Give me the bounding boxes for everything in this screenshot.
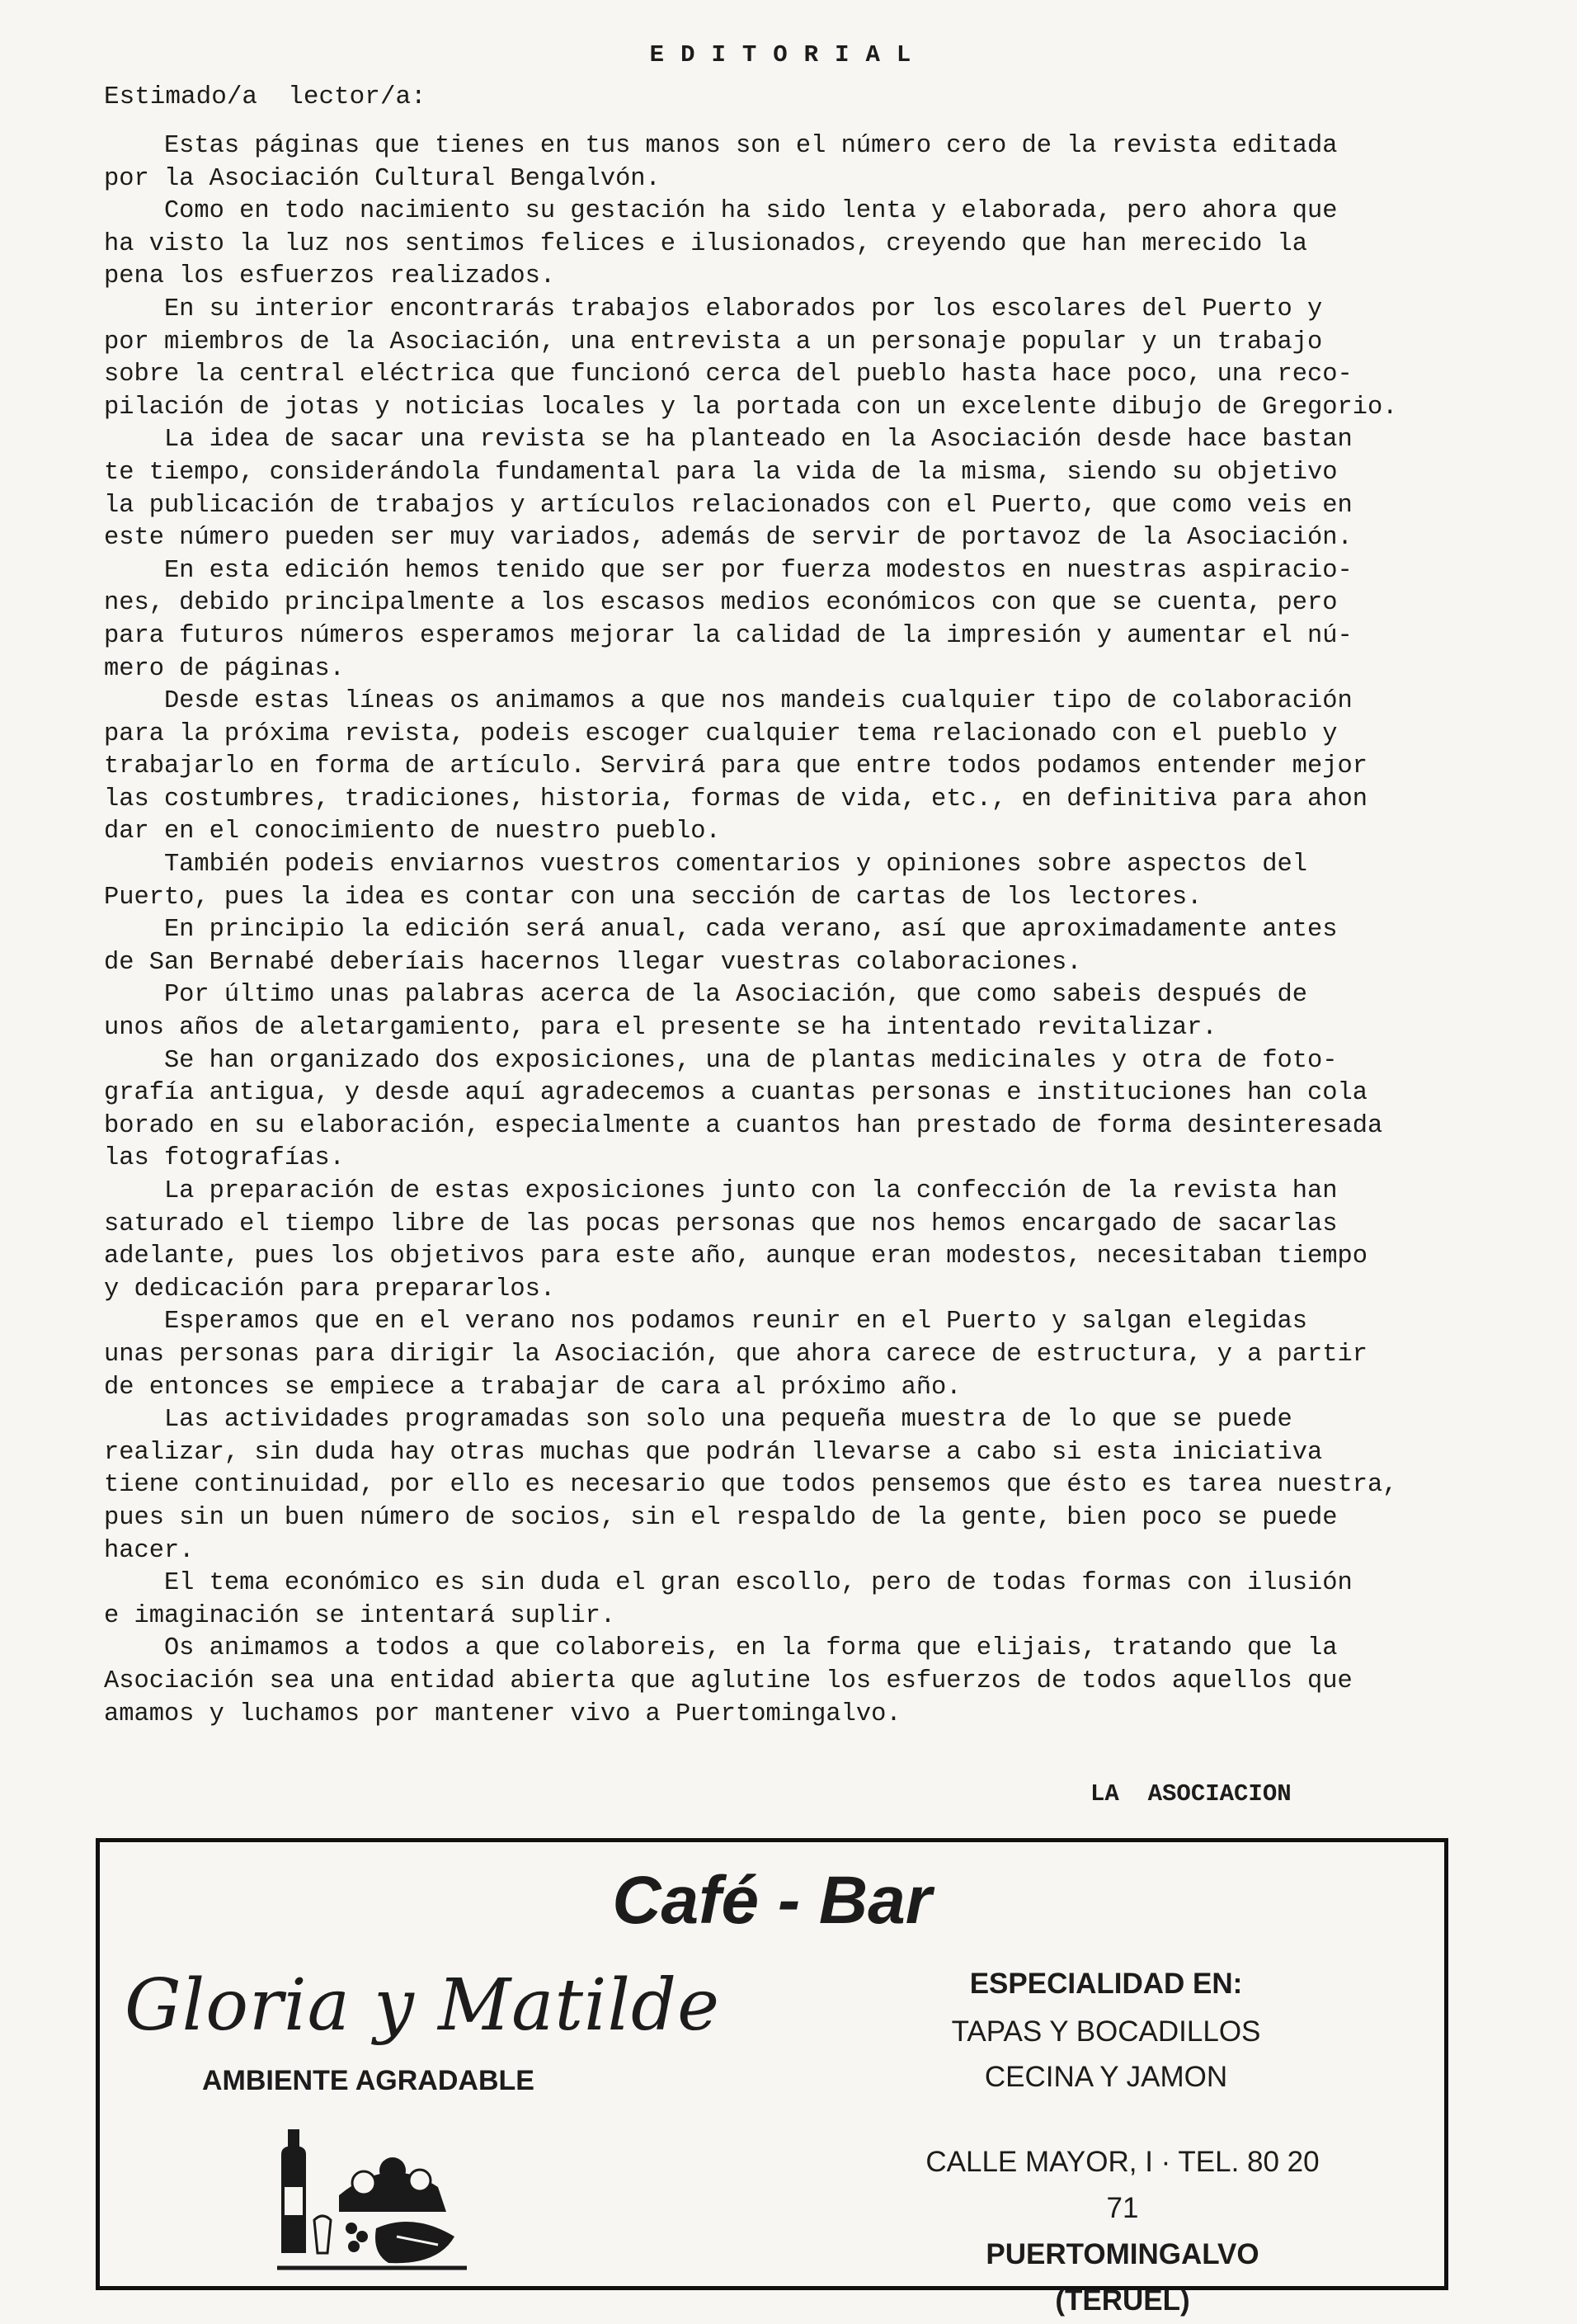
editorial-line: Desde estas líneas os animamos a que nos mandeis cualquier tipo de colaboración (104, 687, 1353, 716)
editorial-line: pues sin un buen número de socios, sin el respaldo de la gente, bien poco se puede (104, 1503, 1338, 1532)
ad-specialty-title: ESPECIALIDAD EN: (969, 1968, 1243, 2000)
editorial-body (104, 130, 1397, 1731)
editorial-title: EDITORIAL (649, 41, 928, 68)
ad-street: CALLE MAYOR, I · TEL. 80 20 71 (925, 2146, 1320, 2224)
editorial-line: En esta edición hemos tenido que ser por fuerza modestos en nuestras aspiracio- (104, 556, 1353, 585)
editorial-line: ha visto la luz nos sentimos felices e ilusionados, creyendo que han merecido la (104, 229, 1307, 258)
signature: LA ASOCIACION (1090, 1780, 1292, 1808)
ad-town: PUERTOMINGALVO (TERUEL) (986, 2238, 1259, 2317)
editorial-line: sobre la central eléctrica que funcionó cerca del pueblo hasta hace poco, una reco- (104, 361, 1353, 389)
ad-specialty-item: CECINA Y JAMON (984, 2061, 1228, 2093)
editorial-line: Asociación sea una entidad abierta que aglutine los esfuerzos de todos aquellos que (104, 1666, 1353, 1695)
editorial-line: e imaginación se intentará suplir. (104, 1601, 616, 1630)
editorial-line: por miembros de la Asociación, una entrevista a un personaje popular y un trabajo (104, 328, 1323, 356)
editorial-line: La idea de sacar una revista se ha planteado en la Asociación desde hace bastan (104, 426, 1353, 455)
ad-tagline: AMBIENTE AGRADABLE (202, 2065, 534, 2096)
ad-title: Café - Bar (612, 1863, 932, 1938)
editorial-line: mero de páginas. (104, 654, 345, 683)
editorial-line: Esperamos que en el verano nos podamos reunir en el Puerto y salgan elegidas (104, 1308, 1307, 1336)
editorial-line: por la Asociación Cultural Bengalvón. (104, 164, 661, 193)
editorial-line: y dedicación para prepararlos. (104, 1275, 556, 1303)
editorial-line: las costumbres, tradiciones, historia, formas de vida, etc., en definitiva para ahon (104, 785, 1368, 813)
editorial-line: realizar, sin duda hay otras muchas que podrán llevarse a cabo si esta iniciativa (104, 1438, 1323, 1467)
editorial-line: amamos y luchamos por mantener vivo a Puertomingalvo. (104, 1699, 901, 1728)
editorial-line: este número pueden ser muy variados, además de servir de portavoz de la Asociación. (104, 524, 1353, 553)
editorial-line: En su interior encontrarás trabajos elaborados por los escolares del Puerto y (104, 295, 1323, 323)
ad-specialties (925, 1968, 1287, 2100)
wine-bottle-fruit-basket-icon (273, 2121, 471, 2278)
editorial-line: pilación de jotas y noticias locales y la portada con un excelente dibujo de Gregorio. (104, 393, 1398, 422)
editorial-line: unos años de aletargamiento, para el presente se ha intentado revitalizar. (104, 1014, 1217, 1043)
editorial-line: Puerto, pues la idea es contar con una sección de cartas de los lectores. (104, 883, 1203, 912)
editorial-line: Os animamos a todos a que colaboreis, en la forma que elijais, tratando que la (104, 1634, 1338, 1663)
editorial-line: En principio la edición será anual, cada verano, así que aproximadamente antes (104, 916, 1338, 945)
ad-specialty-item: TAPAS Y BOCADILLOS (951, 2015, 1261, 2048)
ad-address (916, 2139, 1329, 2324)
editorial-line: También podeis enviarnos vuestros comentarios y opiniones sobre aspectos del (104, 851, 1307, 879)
editorial-line: pena los esfuerzos realizados. (104, 262, 556, 291)
editorial-line: adelante, pues los objetivos para este año, aunque eran modestos, necesitaban tiempo (104, 1242, 1368, 1271)
editorial-line: dar en el conocimiento de nuestro pueblo. (104, 818, 721, 846)
editorial-line: para futuros números esperamos mejorar la calidad de la impresión y aumentar el nú- (104, 621, 1353, 650)
editorial-line: te tiempo, considerándola fundamental para la vida de la misma, siendo su objetivo (104, 458, 1338, 487)
editorial-line: la publicación de trabajos y artículos relacionados con el Puerto, que como veis en (104, 491, 1353, 520)
ad-business-name: Gloria y Matilde (125, 1964, 720, 2047)
editorial-line: El tema económico es sin duda el gran escollo, pero de todas formas con ilusión (104, 1569, 1353, 1598)
editorial-line: hacer. (104, 1536, 195, 1565)
editorial-line: unas personas para dirigir la Asociación, que ahora carece de estructura, y a partir (104, 1340, 1368, 1369)
editorial-line: tiene continuidad, por ello es necesario que todos pensemos que ésto es tarea nuestra, (104, 1471, 1398, 1500)
editorial-line: Estas páginas que tienes en tus manos son el número cero de la revista editada (104, 132, 1338, 160)
cafe-bar-advertisement (96, 1838, 1448, 2317)
editorial-line: Por último unas palabras acerca de la Asociación, que como sabeis después de (104, 981, 1307, 1010)
editorial-line: grafía antigua, y desde aquí agradecemos a cuantas personas e instituciones han cola (104, 1079, 1368, 1108)
editorial-line: las fotografías. (104, 1144, 345, 1173)
editorial-line: La preparación de estas exposiciones junto con la confección de la revista han (104, 1177, 1338, 1205)
editorial-line: saturado el tiempo libre de las pocas personas que nos hemos encargado de sacarlas (104, 1209, 1338, 1238)
editorial-line: Las actividades programadas son solo una pequeña muestra de lo que se puede (104, 1406, 1292, 1435)
editorial-line: de San Bernabé deberíais hacernos llegar vuestras colaboraciones. (104, 948, 1082, 977)
editorial-line: de entonces se empiece a trabajar de cara al próximo año. (104, 1373, 962, 1402)
editorial-line: para la próxima revista, podeis escoger cualquier tema relacionado con el pueblo y (104, 719, 1338, 748)
salutation: Estimado/a lector/a: (104, 82, 426, 111)
editorial-line: borado en su elaboración, especialmente a cuantos han prestado de forma desinteresada (104, 1111, 1383, 1140)
editorial-line: Como en todo nacimiento su gestación ha sido lenta y elaborada, pero ahora que (104, 197, 1338, 226)
editorial-line: Se han organizado dos exposiciones, una de plantas medicinales y otra de foto- (104, 1046, 1338, 1075)
editorial-line: nes, debido principalmente a los escasos medios económicos con que se cuenta, pero (104, 589, 1338, 618)
editorial-line: trabajarlo en forma de artículo. Servirá para que entre todos podamos entender mejor (104, 752, 1368, 781)
